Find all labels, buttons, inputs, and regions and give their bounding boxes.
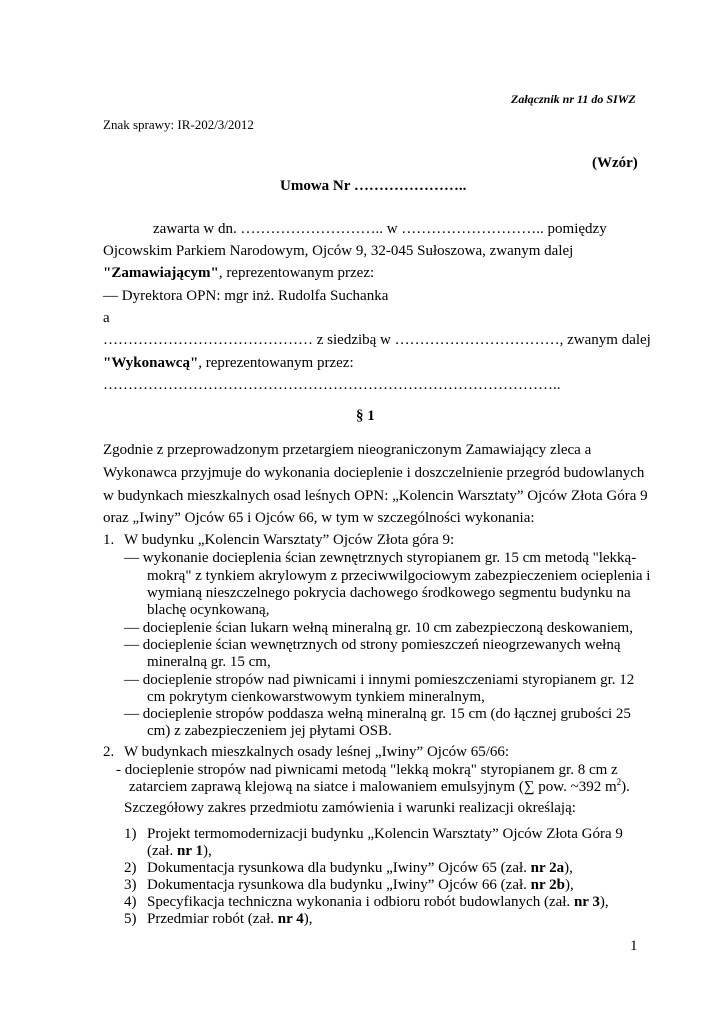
doc-text (147, 860, 573, 877)
doc-pre: Dokumentacja rysunkowa dla budynku „Iwiny” Ojców 65 (zał. (147, 860, 531, 876)
item-2-line-2-text: zatarciem zaprawą klejową na siatce i malowaniem emulsyjnym (∑ pow. ~392 m (129, 779, 617, 795)
section-heading: § 1 (356, 408, 375, 424)
item-2-line-2 (129, 779, 630, 796)
intro-line-4: — Dyrektora OPN: mgr inż. Rudolfa Suchanka (103, 288, 389, 304)
item-2-line-1: - docieplenie stropów nad piwnicami metodą "lekką mokrą" styropianem gr. 8 cm z (116, 762, 618, 778)
intro-line-7-rest: , reprezentowanym przez: (198, 355, 354, 371)
intro-line-5: a (103, 310, 110, 326)
intro-line-8: ……………………………………………………………………………….. (103, 377, 561, 393)
intro-line-3-rest: , reprezentowanym przez: (218, 265, 375, 281)
doc-text: Projekt termomodernizacji budynku „Kolencin Warsztaty” Ojców Złota Góra 9 (147, 826, 623, 842)
item-1-line: wymianą nieszczelnego pokrycia dachowego środkowego segmentu budynku na (147, 585, 631, 601)
doc-attachment-ref: nr 2a (530, 860, 565, 876)
doc-number: 2) (124, 860, 137, 876)
item-1-line: mineralną gr. 15 cm, (147, 654, 271, 670)
doc-post: ), (599, 894, 609, 910)
contractor-name: "Wykonawcą" (103, 355, 199, 371)
doc-attachment-ref: nr 3 (573, 894, 600, 910)
doc-post: ), (564, 877, 574, 893)
doc-pre: Specyfikacja techniczna wykonania i odbioru robót budowlanych (zał. (147, 894, 574, 910)
doc-post: ), (303, 911, 313, 927)
section-para-line-3: w budynkach mieszkalnych osad leśnych OPN: „Kolencin Warsztaty” Ojców Złota Góra 9 (103, 488, 648, 504)
doc-attachment-ref: nr 1 (176, 843, 203, 859)
intro-line-7 (103, 355, 354, 372)
section-para-line-1: Zgodnie z przeprowadzonym przetargiem nieograniczonym Zamawiający zleca a (103, 442, 592, 458)
superscript: 2 (616, 777, 622, 787)
intro-line-2: Ojcowskim Parkiem Narodowym, Ojców 9, 32-045 Sułoszowa, zwanym dalej (103, 243, 574, 259)
section-para-line-2: Wykonawca przyjmuje do wykonania docieplenie i doszczelnienie przegród budowlanych (103, 465, 645, 481)
document-title: Umowa Nr ………………….. (280, 178, 467, 194)
doc-post: ), (564, 860, 573, 876)
doc-number: 1) (124, 826, 137, 842)
item-1-line: — docieplenie stropów poddasza wełną mineralną gr. 15 cm (do łącznej grubości 25 (124, 706, 631, 722)
page-number: 1 (630, 938, 638, 954)
item-2-title: W budynkach mieszkalnych osady leśnej „Iwiny” Ojców 65/66: (124, 744, 510, 760)
item-1-line: blachę ocynkowaną, (147, 602, 270, 618)
intro-line-3 (103, 265, 374, 282)
doc-pre: (zał. (147, 843, 177, 859)
scope-intro: Szczegółowy zakres przedmiotu zamówienia i warunki realizacji określają: (124, 800, 576, 816)
item-1-line: — docieplenie stropów nad piwnicami i innymi pomieszczeniami styropianem gr. 12 (124, 672, 635, 688)
item-1-line: — wykonanie docieplenia ścian zewnętrznych styropianem gr. 15 cm metodą "lekką- (124, 550, 637, 566)
item-2-number: 2. (103, 744, 115, 760)
item-1-line: — docieplenie ścian lukarn wełną mineralną gr. 10 cm zabezpieczoną deskowaniem, (124, 620, 633, 636)
doc-text (147, 894, 609, 911)
template-label: (Wzór) (592, 155, 638, 171)
doc-number: 5) (124, 911, 137, 927)
doc-text (147, 877, 574, 894)
item-1-line: — docieplenie ścian wewnętrznych od strony pomieszczeń nieogrzewanych wełną (124, 637, 621, 653)
item-1-line: cm pokrytym cienkowarstwowym tynkiem mineralnym, (147, 689, 485, 705)
doc-attachment-ref: nr 2b (530, 877, 565, 893)
doc-number: 3) (124, 877, 137, 893)
doc-post: ), (202, 843, 212, 859)
item-1-line: mokrą" z tynkiem akrylowym z przeciwwilgociowym zabezpieczeniem ocieplenia i (147, 568, 651, 584)
doc-attachment-ref: nr 4 (277, 911, 304, 927)
section-para-line-4: oraz „Iwiny” Ojców 65 i Ojców 66, w tym w szczególności wykonania: (103, 510, 535, 526)
doc-pre: Przedmiar robót (zał. (147, 911, 278, 927)
doc-text-cont (147, 843, 212, 860)
case-number: Znak sprawy: IR-202/3/2012 (103, 117, 254, 132)
item-2-line-2-end: ). (621, 779, 630, 795)
intro-line-6: …………………………………… z siedzibą w ……………………………, zwanym dalej (103, 332, 651, 348)
doc-text (147, 911, 313, 928)
doc-pre: Dokumentacja rysunkowa dla budynku „Iwiny” Ojców 66 (zał. (147, 877, 531, 893)
item-1-title: W budynku „Kolencin Warsztaty” Ojców Złota góra 9: (124, 532, 455, 548)
item-1-number: 1. (103, 532, 115, 548)
attachment-label: Załącznik nr 11 do SIWZ (511, 92, 636, 106)
item-1-line: cm) z zabezpieczeniem jej płytami OSB. (147, 723, 392, 739)
doc-number: 4) (124, 894, 137, 910)
intro-line-1: zawarta w dn. ……………………….. w ……………………….. pomiędzy (153, 221, 607, 237)
ordering-party-name: "Zamawiającym" (103, 265, 219, 281)
